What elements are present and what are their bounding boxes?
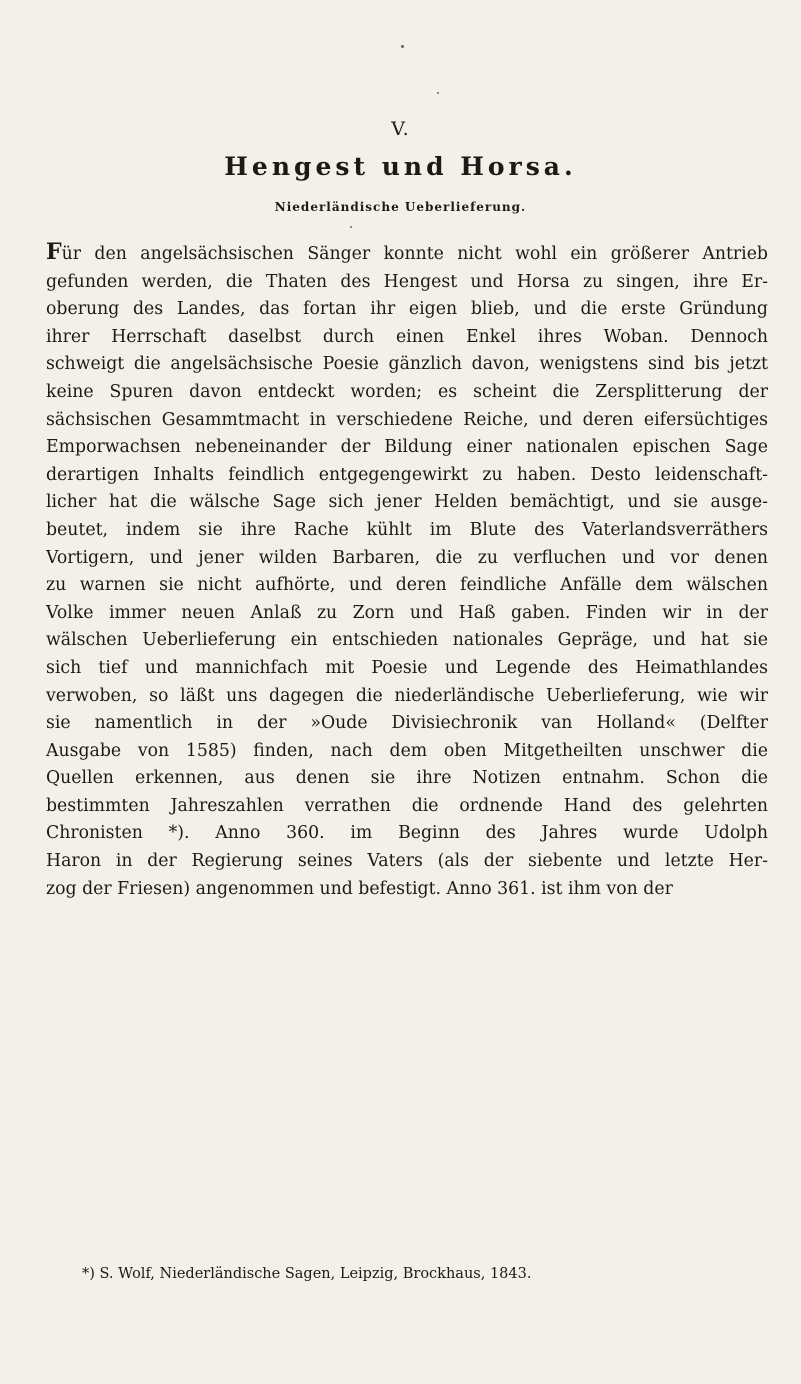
text-line-22: Chronisten *). Anno 360. im Beginn des Jahres wurde Udolph: [46, 823, 768, 844]
text-line-5: schweigt die angelsächsische Poesie gänzlich davon, wenigstens sind bis jetzt: [46, 354, 768, 375]
text-line-3: oberung des Landes, das fortan ihr eigen blieb, und die erste Gründung: [46, 299, 768, 320]
text-line-13: zu warnen sie nicht aufhörte, und deren feindliche Anfälle dem wälschen: [46, 575, 768, 596]
paper-speck: [401, 45, 404, 48]
text-line-17: verwoben, so läßt uns dagegen die niederländische Ueberlieferung, wie wir: [46, 685, 768, 706]
text-line-12: Vortigern, und jener wilden Barbaren, die zu verfluchen und vor denen: [46, 547, 768, 568]
text-line-14: Volke immer neuen Anlaß zu Zorn und Haß gaben. Finden wir in der: [46, 602, 768, 623]
text-line-7: sächsischen Gesammtmacht in verschiedene Reiche, und deren eifersüchtiges: [46, 409, 768, 430]
text-line-16: sich tief und mannichfach mit Poesie und Legende des Heimathlandes: [46, 657, 768, 678]
text-line-20: Quellen erkennen, aus denen sie ihre Notizen entnahm. Schon die: [46, 768, 768, 789]
chapter-title: Hengest und Horsa.: [224, 152, 577, 181]
chapter-subtitle: Niederländische Ueberlieferung.: [274, 200, 527, 214]
body-text: [46, 239, 768, 903]
text-line-23: Haron in der Regierung seines Vaters (als der siebente und letzte Her-: [46, 851, 768, 872]
text-line-1-content: ür den angelsächsischen Sänger konnte nicht wohl ein größerer Antrieb: [61, 244, 768, 264]
footnote: *) S. Wolf, Niederländische Sagen, Leipzig, Brockhaus, 1843.: [82, 1266, 532, 1282]
text-line-1: [46, 239, 768, 269]
text-line-2: gefunden werden, die Thaten des Hengest und Horsa zu singen, ihre Er-: [46, 271, 768, 292]
initial-letter: F: [46, 239, 62, 265]
text-line-21: bestimmten Jahreszahlen verrathen die ordnende Hand des gelehrten: [46, 795, 768, 816]
text-line-8: Emporwachsen nebeneinander der Bildung einer nationalen epischen Sage: [46, 437, 768, 458]
text-line-11: beutet, indem sie ihre Rache kühlt im Blute des Vaterlandsverräthers: [46, 519, 768, 540]
text-line-9: derartigen Inhalts feindlich entgegengewirkt zu haben. Desto leidenschaft-: [46, 464, 768, 485]
paper-speck: [350, 226, 352, 228]
chapter-number: V.: [391, 118, 410, 140]
text-line-19: Ausgabe von 1585) finden, nach dem oben Mitgetheilten unschwer die: [46, 740, 768, 761]
text-line-4: ihrer Herrschaft daselbst durch einen Enkel ihres Woban. Dennoch: [46, 326, 768, 347]
text-line-18: sie namentlich in der »Oude Divisiechronik van Holland« (Delfter: [46, 713, 768, 734]
text-line-10: licher hat die wälsche Sage sich jener Helden bemächtigt, und sie ausge-: [46, 492, 768, 513]
paper-speck: [437, 92, 439, 94]
text-line-15: wälschen Ueberlieferung ein entschieden nationales Gepräge, und hat sie: [46, 630, 768, 651]
text-line-24: zog der Friesen) angenommen und befestigt. Anno 361. ist ihm von der: [46, 878, 673, 899]
text-line-6: keine Spuren davon entdeckt worden; es scheint die Zersplitterung der: [46, 381, 768, 402]
